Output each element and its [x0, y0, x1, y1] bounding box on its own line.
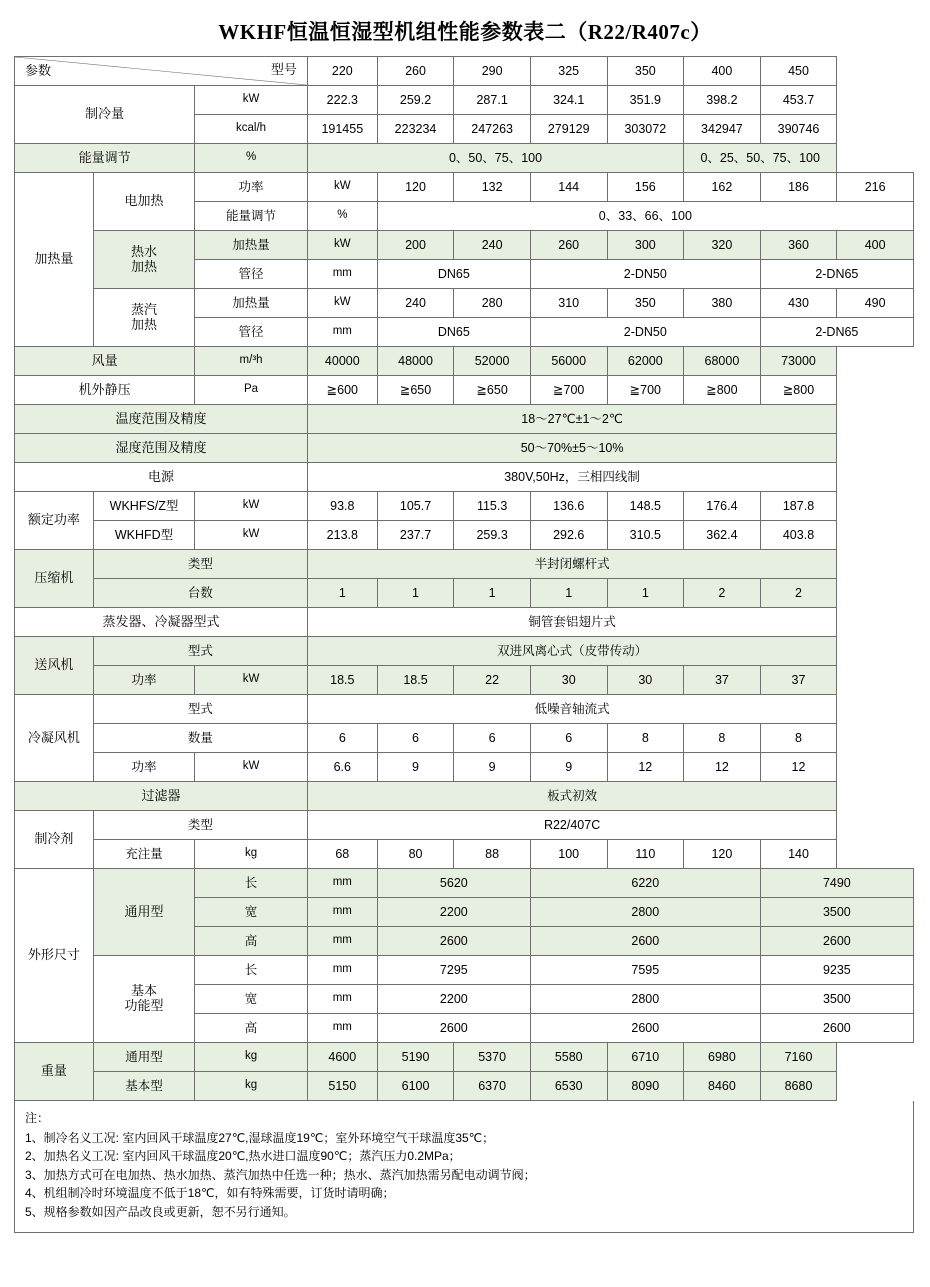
value-cell: 287.1: [454, 86, 531, 115]
value-cell: 2600: [530, 927, 760, 956]
value-cell: 半封闭螺杆式: [307, 550, 836, 579]
value-cell: 303072: [607, 115, 684, 144]
value-cell: 50～70%±5～10%: [307, 434, 836, 463]
value-cell: 259.3: [454, 521, 531, 550]
value-cell: 22: [454, 666, 531, 695]
sub-label-cell: 型式: [93, 637, 307, 666]
value-cell: 37: [760, 666, 837, 695]
value-cell: 1: [377, 579, 454, 608]
table-row: [15, 869, 914, 898]
value-cell: 1: [530, 579, 607, 608]
value-cell: 140: [760, 840, 837, 869]
sub-label-cell: 充注量: [93, 840, 194, 869]
value-cell: 62000: [607, 347, 684, 376]
table-row: [15, 1043, 914, 1072]
value-cell: 8: [684, 724, 761, 753]
value-cell: 2-DN65: [760, 260, 913, 289]
table-row: [15, 1072, 914, 1101]
table-row: [15, 463, 914, 492]
value-cell: ≧650: [377, 376, 454, 405]
value-cell: 6370: [454, 1072, 531, 1101]
row-label-airflow: 风量: [15, 347, 195, 376]
note-item: 3、加热方式可在电加热、热水加热、蒸汽加热中任选一种；热水、蒸汽加热需另配电动调节阀；: [25, 1167, 536, 1182]
unit-cell: m/³h: [195, 347, 308, 376]
unit-cell: kW: [307, 173, 377, 202]
value-cell: 8090: [607, 1072, 684, 1101]
value-cell: 380: [684, 289, 761, 318]
hot-water-label-line2: 加热: [131, 258, 158, 274]
value-cell: 132: [454, 173, 531, 202]
value-cell: 18～27℃±1～2℃: [307, 405, 836, 434]
value-cell: 100: [530, 840, 607, 869]
value-cell: 320: [684, 231, 761, 260]
row-label-energy-adjust: 能量调节: [15, 144, 195, 173]
value-cell: 6: [530, 724, 607, 753]
value-cell: 300: [607, 231, 684, 260]
unit-cell: kW: [195, 86, 308, 115]
value-cell: 7295: [377, 956, 530, 985]
table-row: [15, 782, 914, 811]
value-cell: 73000: [760, 347, 837, 376]
value-cell: 12: [607, 753, 684, 782]
sub-label-cell: 能量调节: [195, 202, 308, 231]
value-cell: 2800: [530, 985, 760, 1014]
sub-label-cell: 台数: [93, 579, 307, 608]
steam-label-line2: 加热: [131, 316, 158, 332]
row-label-power-supply: 电源: [15, 463, 308, 492]
table-row: [15, 347, 914, 376]
value-cell: 板式初效: [307, 782, 836, 811]
page-title: WKHF恒温恒湿型机组性能参数表二（R22/R407c）: [218, 20, 712, 44]
value-cell: 342947: [684, 115, 761, 144]
table-row: [15, 521, 914, 550]
value-cell: DN65: [377, 260, 530, 289]
value-cell: 240: [377, 289, 454, 318]
value-cell: 351.9: [607, 86, 684, 115]
sub-label-cell: 类型: [93, 550, 307, 579]
value-cell: 260: [530, 231, 607, 260]
unit-cell: mm: [307, 869, 377, 898]
value-cell: 9235: [760, 956, 913, 985]
table-row: [15, 579, 914, 608]
value-cell: 8: [760, 724, 837, 753]
model-header-cell: 260: [377, 57, 454, 86]
value-cell: 280: [454, 289, 531, 318]
value-cell: 48000: [377, 347, 454, 376]
row-label-evaporator: 蒸发器、冷凝器型式: [15, 608, 308, 637]
notes-title: 注：: [25, 1111, 50, 1125]
value-cell: ≧600: [307, 376, 377, 405]
table-row: [15, 811, 914, 840]
basic-label-line1: 基本: [131, 983, 158, 999]
note-item: 1、制冷名义工况: 室内回风干球温度27℃,湿球温度19℃；室外环境空气干球温度35℃；: [25, 1130, 495, 1145]
value-cell: 7160: [760, 1043, 837, 1072]
sub-label-cell: 功率: [93, 666, 194, 695]
table-row: [15, 231, 914, 260]
value-cell: 双进风离心式（皮带传动）: [307, 637, 836, 666]
value-cell: 2: [760, 579, 837, 608]
unit-cell: mm: [307, 1014, 377, 1043]
value-cell: 292.6: [530, 521, 607, 550]
value-cell: 2200: [377, 898, 530, 927]
table-row: [15, 492, 914, 521]
table-row: [15, 956, 914, 985]
value-cell: ≧800: [684, 376, 761, 405]
value-cell: 186: [760, 173, 837, 202]
value-cell: 6: [454, 724, 531, 753]
sub-label-cell: WKHFD型: [93, 521, 194, 550]
value-cell: 213.8: [307, 521, 377, 550]
row-label-refrigerant: 制冷剂: [15, 811, 94, 869]
sub-label-cell: 功率: [93, 753, 194, 782]
unit-cell: mm: [307, 898, 377, 927]
sub-label-cell: 型式: [93, 695, 307, 724]
value-cell: 68: [307, 840, 377, 869]
value-cell: 187.8: [760, 492, 837, 521]
row-label-electric-heat: 电加热: [93, 173, 194, 231]
note-item: 5、规格参数如因产品改良或更新，恕不另行通知。: [25, 1204, 296, 1219]
row-label-filter: 过滤器: [15, 782, 308, 811]
sub-label-cell: 管径: [195, 318, 308, 347]
value-cell: 115.3: [454, 492, 531, 521]
row-label-dimensions-general: 通用型: [93, 869, 194, 956]
sub-label-cell: 加热量: [195, 231, 308, 260]
value-cell: 7490: [760, 869, 913, 898]
value-cell: 362.4: [684, 521, 761, 550]
value-cell: 2600: [760, 1014, 913, 1043]
value-cell: 1: [454, 579, 531, 608]
value-cell: ≧800: [760, 376, 837, 405]
value-cell: 279129: [530, 115, 607, 144]
value-cell: 390746: [760, 115, 837, 144]
note-item: 2、加热名义工况: 室内回风干球温度20℃,热水进口温度90℃；蒸汽压力0.2MPa；: [25, 1149, 461, 1164]
value-cell: 37: [684, 666, 761, 695]
value-cell: DN65: [377, 318, 530, 347]
value-cell: 56000: [530, 347, 607, 376]
unit-cell: kg: [195, 1043, 308, 1072]
model-header-cell: 220: [307, 57, 377, 86]
sub-label-cell: 通用型: [93, 1043, 194, 1072]
unit-cell: %: [307, 202, 377, 231]
unit-cell: kW: [307, 231, 377, 260]
value-cell: 5190: [377, 1043, 454, 1072]
table-row: [15, 376, 914, 405]
value-cell: 156: [607, 173, 684, 202]
unit-cell: mm: [307, 318, 377, 347]
row-label-rated-power: 额定功率: [15, 492, 94, 550]
value-cell: 222.3: [307, 86, 377, 115]
value-cell: 6980: [684, 1043, 761, 1072]
spec-table: [14, 56, 914, 1101]
unit-cell: kW: [195, 492, 308, 521]
value-cell: 6.6: [307, 753, 377, 782]
value-cell: 8: [607, 724, 684, 753]
table-row: [15, 695, 914, 724]
value-cell: R22/407C: [307, 811, 836, 840]
value-cell: 9: [377, 753, 454, 782]
unit-cell: mm: [307, 985, 377, 1014]
table-row: [15, 753, 914, 782]
value-cell: 162: [684, 173, 761, 202]
sub-label-cell: 长: [195, 956, 308, 985]
value-cell: ≧700: [530, 376, 607, 405]
row-label-temp-range: 温度范围及精度: [15, 405, 308, 434]
sub-label-cell: 加热量: [195, 289, 308, 318]
value-cell: 2600: [377, 927, 530, 956]
unit-cell: kg: [195, 840, 308, 869]
value-cell: 453.7: [760, 86, 837, 115]
value-cell: 88: [454, 840, 531, 869]
value-cell: 4600: [307, 1043, 377, 1072]
row-label-humidity-range: 湿度范围及精度: [15, 434, 308, 463]
header-param-label: 参数: [25, 63, 52, 79]
value-cell: 6710: [607, 1043, 684, 1072]
table-row: [15, 724, 914, 753]
value-cell: 9: [530, 753, 607, 782]
value-cell: 12: [760, 753, 837, 782]
value-cell: 148.5: [607, 492, 684, 521]
value-cell: 12: [684, 753, 761, 782]
value-cell: ≧650: [454, 376, 531, 405]
value-cell: 310.5: [607, 521, 684, 550]
row-label-compressor: 压缩机: [15, 550, 94, 608]
unit-cell: kg: [195, 1072, 308, 1101]
value-cell: 144: [530, 173, 607, 202]
unit-cell: mm: [307, 260, 377, 289]
model-header-cell: 400: [684, 57, 761, 86]
hot-water-label-line1: 热水: [131, 243, 158, 259]
value-cell: 240: [454, 231, 531, 260]
table-row: [15, 144, 914, 173]
sub-label-cell: 高: [195, 927, 308, 956]
table-row: [15, 57, 914, 86]
sub-label-cell: 类型: [93, 811, 307, 840]
table-row: [15, 289, 914, 318]
row-label-weight: 重量: [15, 1043, 94, 1101]
value-cell: 6: [307, 724, 377, 753]
model-header-cell: 350: [607, 57, 684, 86]
value-cell: 105.7: [377, 492, 454, 521]
row-label-hot-water: [93, 231, 194, 289]
value-cell: 200: [377, 231, 454, 260]
value-cell: 7595: [530, 956, 760, 985]
value-cell: 18.5: [377, 666, 454, 695]
note-item: 4、机组制冷时环境温度不低于18℃，如有特殊需要，订货时请明确；: [25, 1186, 395, 1201]
row-label-condenser-fan: 冷凝风机: [15, 695, 94, 782]
value-cell: 2200: [377, 985, 530, 1014]
value-cell: 120: [684, 840, 761, 869]
value-cell: 360: [760, 231, 837, 260]
value-cell: 350: [607, 289, 684, 318]
table-row: [15, 405, 914, 434]
value-cell: 110: [607, 840, 684, 869]
value-cell: 403.8: [760, 521, 837, 550]
unit-cell: kW: [307, 289, 377, 318]
basic-label-line2: 功能型: [124, 998, 164, 1013]
header-diagonal-cell: [15, 57, 308, 86]
value-cell: 0、25、50、75、100: [684, 144, 837, 173]
value-cell: 380V,50Hz，三相四线制: [307, 463, 836, 492]
value-cell: 259.2: [377, 86, 454, 115]
value-cell: 低噪音轴流式: [307, 695, 836, 724]
value-cell: 5620: [377, 869, 530, 898]
table-row: [15, 840, 914, 869]
table-row: [15, 637, 914, 666]
table-row: [15, 86, 914, 115]
sub-label-cell: 长: [195, 869, 308, 898]
value-cell: 1: [607, 579, 684, 608]
value-cell: 0、50、75、100: [307, 144, 683, 173]
value-cell: 136.6: [530, 492, 607, 521]
header-model-label: 型号: [270, 62, 297, 77]
value-cell: 6530: [530, 1072, 607, 1101]
sub-label-cell: 宽: [195, 985, 308, 1014]
steam-label-line1: 蒸汽: [131, 301, 158, 317]
value-cell: 400: [837, 231, 914, 260]
sub-label-cell: 高: [195, 1014, 308, 1043]
table-row: [15, 608, 914, 637]
row-label-steam: [93, 289, 194, 347]
unit-cell: kW: [195, 753, 308, 782]
unit-cell: mm: [307, 956, 377, 985]
unit-cell: kW: [195, 521, 308, 550]
value-cell: 2-DN50: [530, 260, 760, 289]
sub-label-cell: 数量: [93, 724, 307, 753]
value-cell: 30: [530, 666, 607, 695]
row-label-dimensions: 外形尺寸: [15, 869, 94, 1043]
value-cell: 8680: [760, 1072, 837, 1101]
unit-cell: %: [195, 144, 308, 173]
value-cell: 398.2: [684, 86, 761, 115]
value-cell: 2800: [530, 898, 760, 927]
value-cell: 5150: [307, 1072, 377, 1101]
model-header-cell: 325: [530, 57, 607, 86]
row-label-heating-group: 加热量: [15, 173, 94, 347]
row-label-static-pressure: 机外静压: [15, 376, 195, 405]
value-cell: 6100: [377, 1072, 454, 1101]
value-cell: 40000: [307, 347, 377, 376]
value-cell: 5580: [530, 1043, 607, 1072]
value-cell: 324.1: [530, 86, 607, 115]
table-row: [15, 666, 914, 695]
value-cell: 2600: [377, 1014, 530, 1043]
model-header-cell: 450: [760, 57, 837, 86]
value-cell: 铜管套铝翅片式: [307, 608, 836, 637]
sub-label-cell: 基本型: [93, 1072, 194, 1101]
value-cell: 93.8: [307, 492, 377, 521]
value-cell: 52000: [454, 347, 531, 376]
value-cell: 247263: [454, 115, 531, 144]
sub-label-cell: 宽: [195, 898, 308, 927]
value-cell: 310: [530, 289, 607, 318]
value-cell: 176.4: [684, 492, 761, 521]
value-cell: 8460: [684, 1072, 761, 1101]
sub-label-cell: 管径: [195, 260, 308, 289]
value-cell: 30: [607, 666, 684, 695]
row-label-dimensions-basic: [93, 956, 194, 1043]
value-cell: 68000: [684, 347, 761, 376]
value-cell: 3500: [760, 898, 913, 927]
table-row: [15, 550, 914, 579]
value-cell: 237.7: [377, 521, 454, 550]
value-cell: 223234: [377, 115, 454, 144]
value-cell: 6: [377, 724, 454, 753]
value-cell: 1: [307, 579, 377, 608]
table-row: [15, 173, 914, 202]
value-cell: 3500: [760, 985, 913, 1014]
model-header-cell: 290: [454, 57, 531, 86]
value-cell: 2-DN50: [530, 318, 760, 347]
value-cell: 490: [837, 289, 914, 318]
value-cell: 2-DN65: [760, 318, 913, 347]
value-cell: 9: [454, 753, 531, 782]
value-cell: 18.5: [307, 666, 377, 695]
sub-label-cell: WKHFS/Z型: [93, 492, 194, 521]
row-label-cooling: 制冷量: [15, 86, 195, 144]
value-cell: 2: [684, 579, 761, 608]
value-cell: 430: [760, 289, 837, 318]
unit-cell: kcal/h: [195, 115, 308, 144]
diagonal-line-icon: [15, 57, 307, 85]
value-cell: 191455: [307, 115, 377, 144]
unit-cell: mm: [307, 927, 377, 956]
value-cell: 5370: [454, 1043, 531, 1072]
unit-cell: kW: [195, 666, 308, 695]
value-cell: 6220: [530, 869, 760, 898]
sub-label-cell: 功率: [195, 173, 308, 202]
value-cell: ≧700: [607, 376, 684, 405]
row-label-supply-fan: 送风机: [15, 637, 94, 695]
value-cell: 80: [377, 840, 454, 869]
unit-cell: Pa: [195, 376, 308, 405]
value-cell: 120: [377, 173, 454, 202]
notes-section: [14, 1101, 914, 1233]
value-cell: 0、33、66、100: [377, 202, 913, 231]
value-cell: 2600: [760, 927, 913, 956]
value-cell: 2600: [530, 1014, 760, 1043]
table-row: [15, 434, 914, 463]
value-cell: 216: [837, 173, 914, 202]
